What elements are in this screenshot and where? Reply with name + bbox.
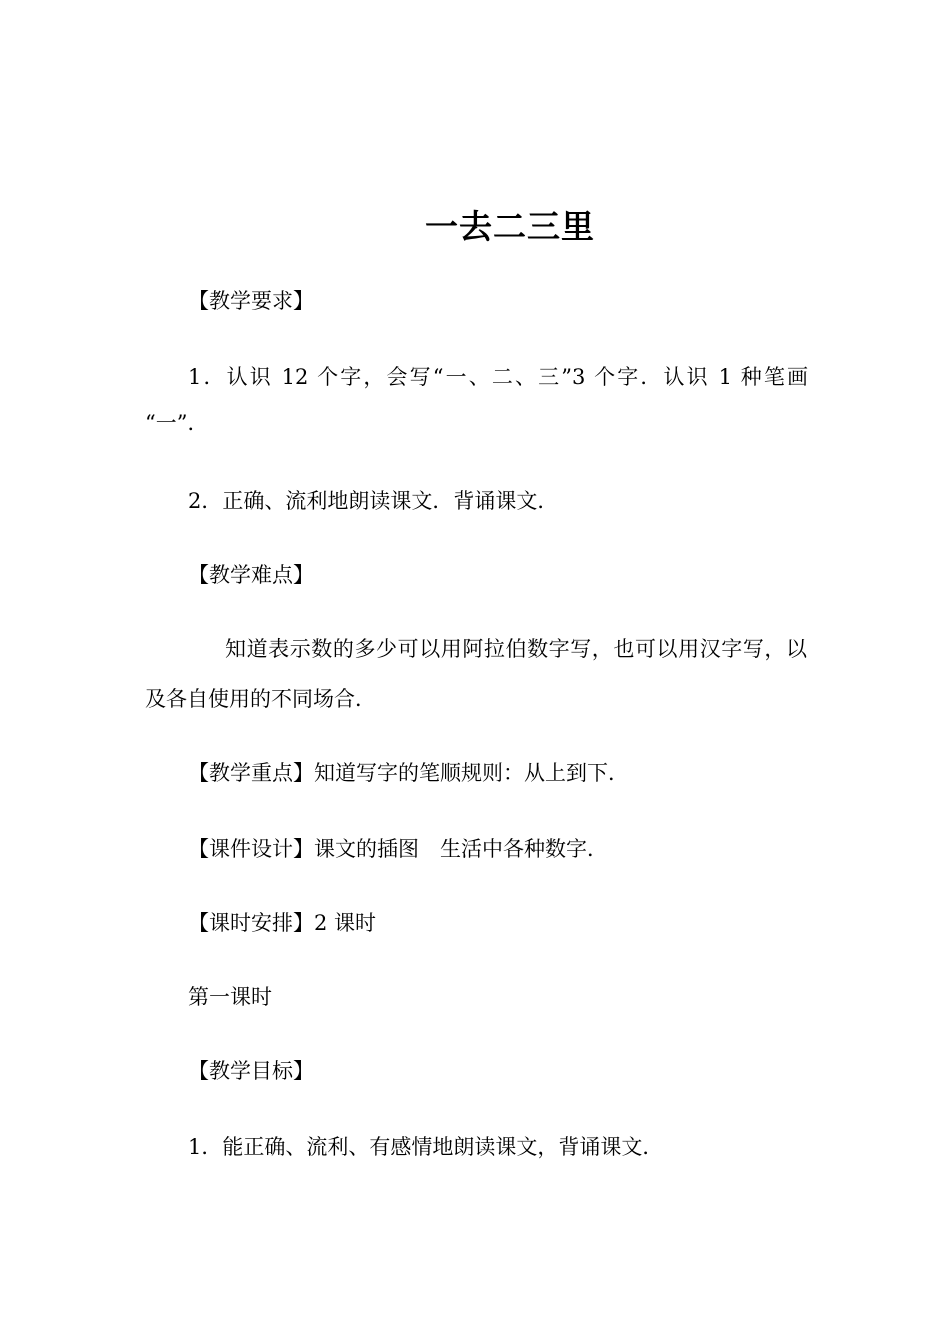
courseware-design: 【课件设计】课文的插图 生活中各种数字． xyxy=(188,837,608,861)
requirement-item-1-continued: “一”． xyxy=(145,411,209,435)
objective-item-1: 1．能正确、流利、有感情地朗读课文，背诵课文． xyxy=(188,1135,664,1159)
heading-teaching-objectives: 【教学目标】 xyxy=(188,1059,314,1083)
first-lesson-heading: 第一课时 xyxy=(188,985,272,1009)
requirement-item-1: 1．认识 12 个字，会写“一、二、三”3 个字．认识 1 种笔画 xyxy=(188,365,808,389)
teaching-focus: 【教学重点】知道写字的笔顺规则：从上到下． xyxy=(188,761,629,785)
difficulty-text-continued: 及各自使用的不同场合． xyxy=(145,687,376,711)
difficulty-text: 知道表示数的多少可以用阿拉伯数字写，也可以用汉字写，以 xyxy=(225,637,807,661)
heading-teaching-difficulty: 【教学难点】 xyxy=(188,563,314,587)
heading-teaching-requirements: 【教学要求】 xyxy=(188,289,314,313)
document-title: 一去二三里 xyxy=(425,207,595,246)
requirement-item-2: 2．正确、流利地朗读课文．背诵课文． xyxy=(188,489,559,513)
class-schedule: 【课时安排】2 课时 xyxy=(188,911,377,935)
